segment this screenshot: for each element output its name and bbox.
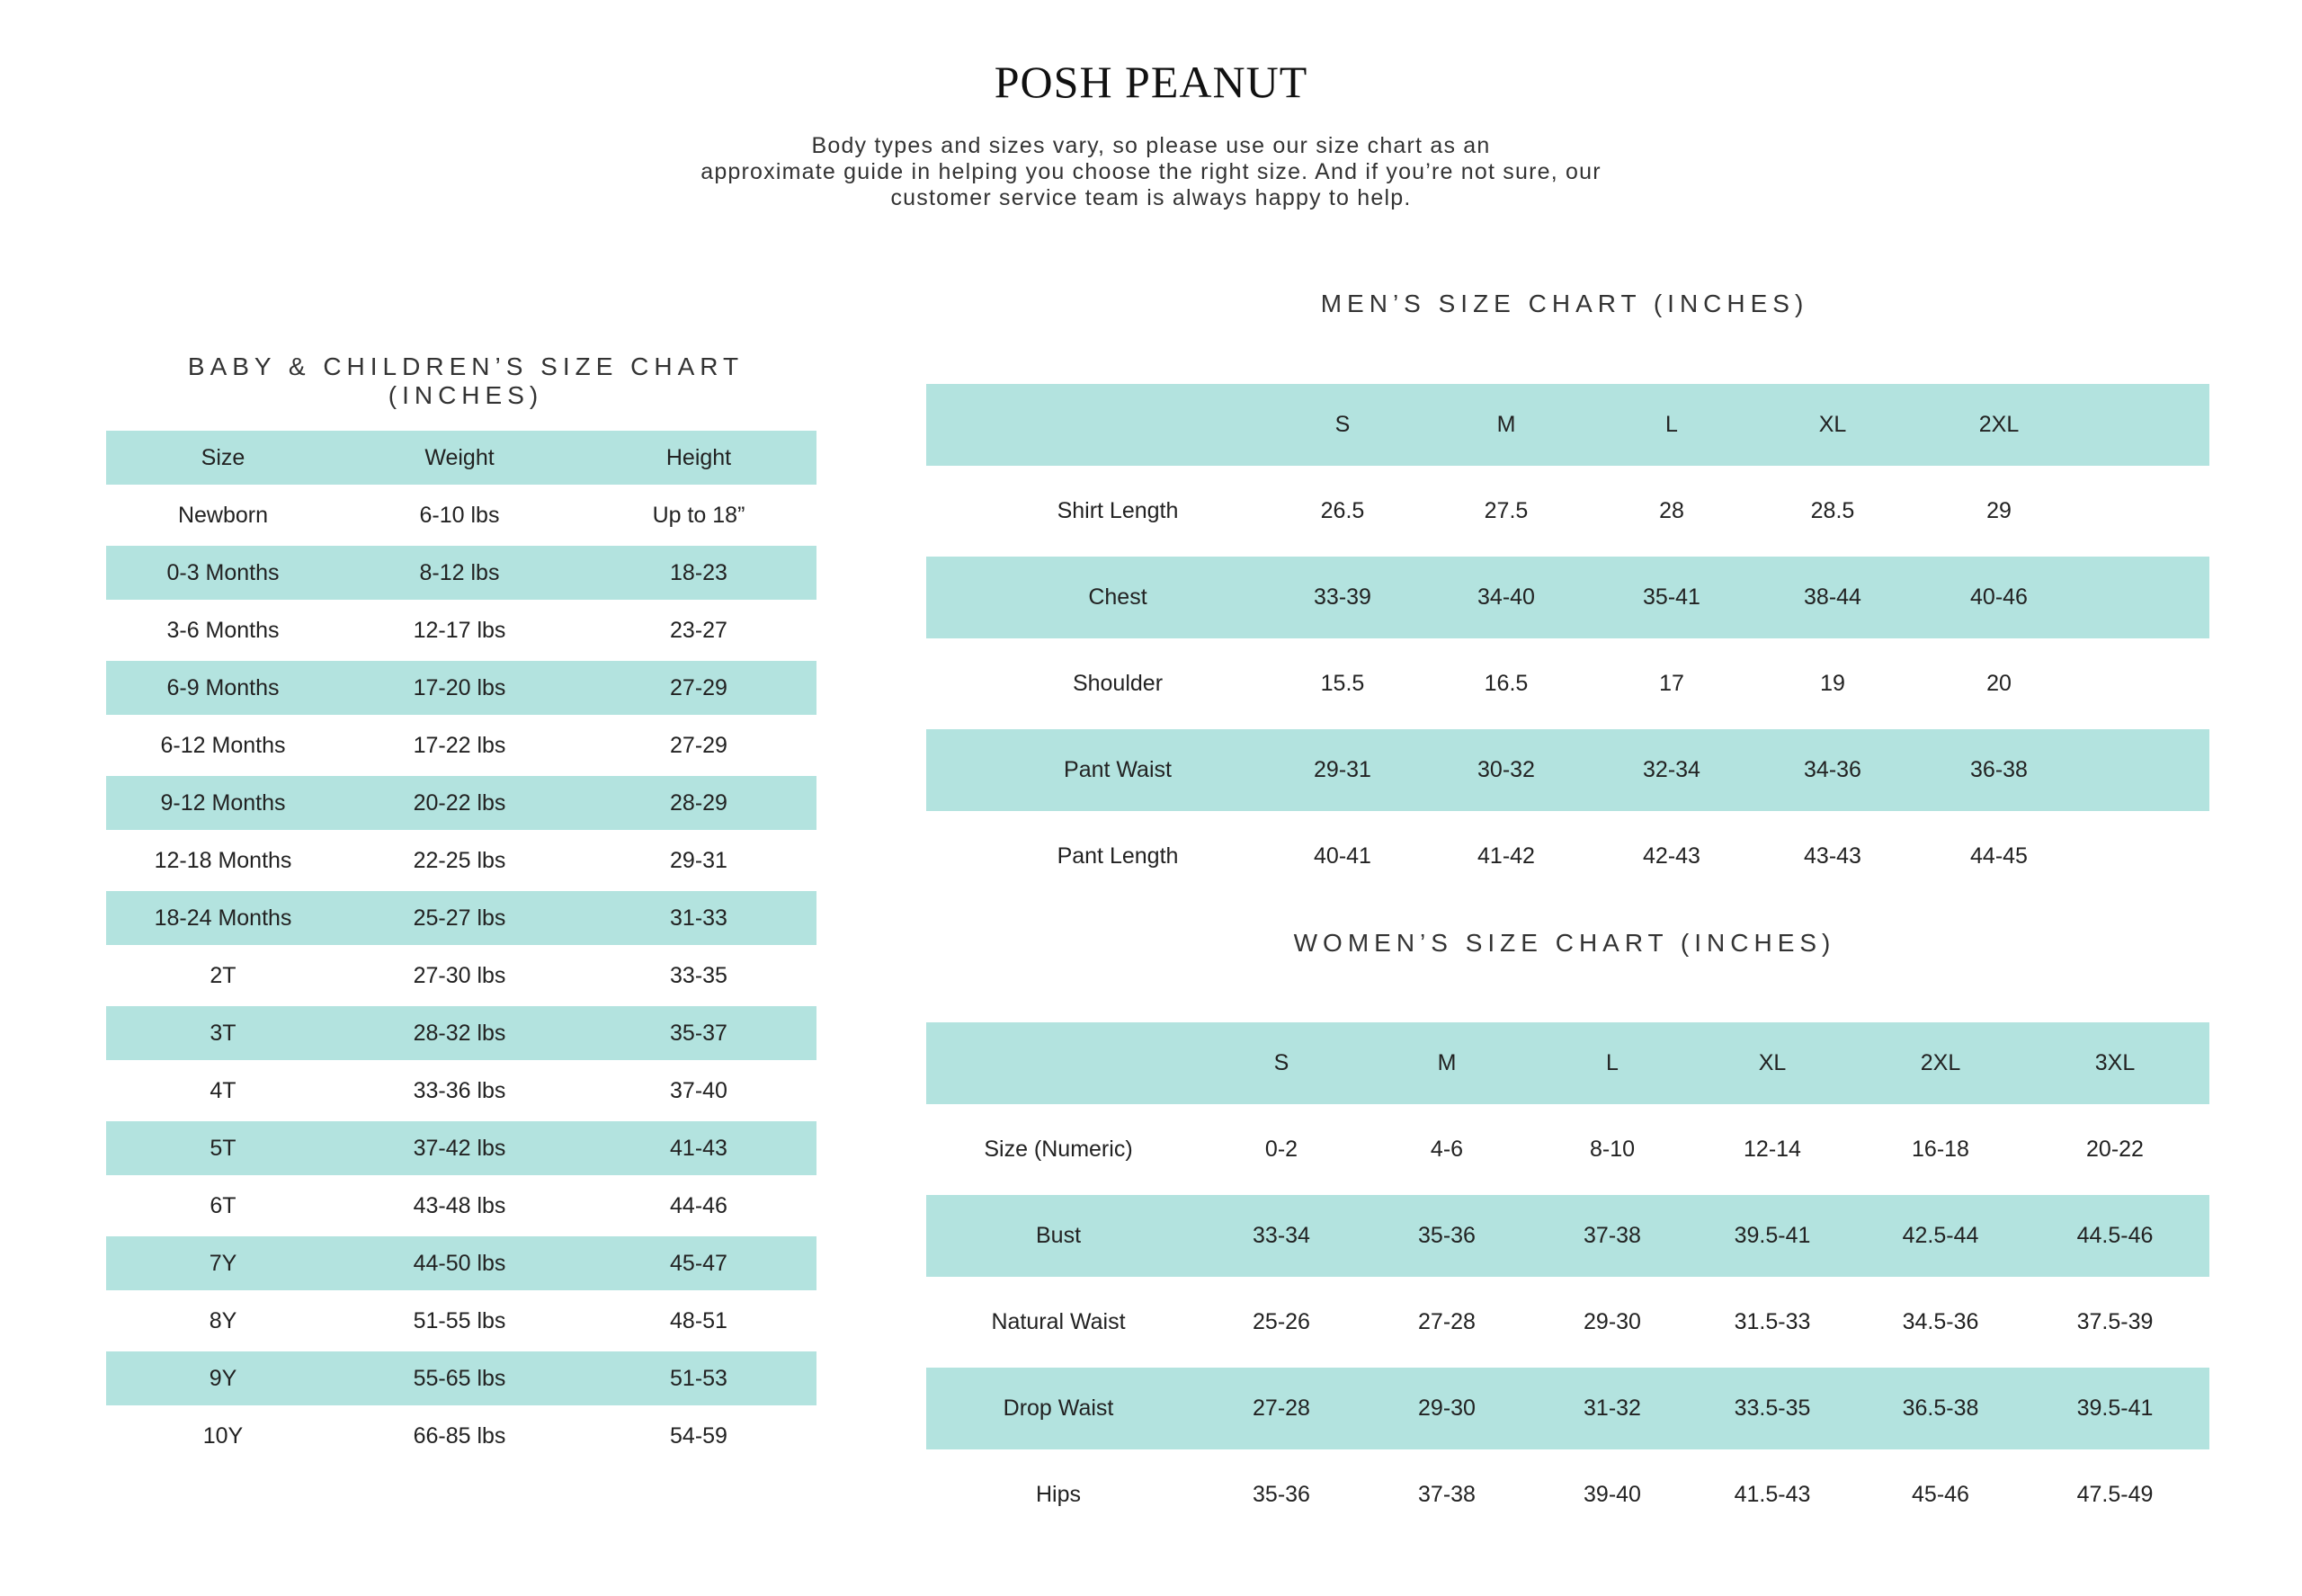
table-cell: 30-32 [1477, 757, 1535, 782]
row-label: 6T [210, 1192, 236, 1218]
table-cell: 55-65 lbs [413, 1365, 506, 1391]
table-cell: 40-46 [1970, 584, 2028, 610]
table-cell: 28-32 lbs [413, 1020, 506, 1046]
table-cell: 4-6 [1430, 1137, 1464, 1162]
row-label: 9-12 Months [160, 789, 286, 816]
table-header-row [106, 431, 816, 485]
table-cell: 16.5 [1484, 671, 1529, 696]
table-cell: 43-48 lbs [413, 1192, 506, 1218]
table-cell: 36.5-38 [1902, 1395, 1979, 1421]
table-cell: 27-30 lbs [413, 962, 506, 988]
column-header: Size [201, 444, 245, 470]
table-cell: 17-20 lbs [413, 674, 506, 700]
table-row [926, 1454, 2209, 1536]
table-row [106, 1409, 816, 1463]
table-cell: 35-37 [670, 1020, 727, 1046]
row-label: Newborn [177, 502, 269, 528]
table-header-row [926, 384, 2209, 466]
row-label: Shirt Length [1057, 498, 1179, 523]
row-label: 18-24 Months [154, 905, 292, 931]
table-cell: 33.5-35 [1734, 1395, 1811, 1421]
table-cell: 20-22 [2086, 1137, 2144, 1162]
row-label: 9Y [209, 1365, 237, 1391]
table-cell: 29-30 [1418, 1395, 1476, 1421]
table-cell: 40-41 [1314, 843, 1371, 869]
table-cell: 8-10 [1589, 1137, 1636, 1162]
row-label: 5T [210, 1135, 236, 1161]
table-cell: 37.5-39 [2076, 1309, 2154, 1334]
table-cell: 17-22 lbs [413, 732, 506, 758]
table-header-row [926, 1022, 2209, 1104]
table-cell: 44-45 [1970, 843, 2028, 869]
table-cell: 22-25 lbs [413, 847, 506, 873]
table-row [106, 546, 816, 600]
table-row [106, 488, 816, 542]
table-cell: 18-23 [670, 559, 727, 585]
column-header: S [1334, 412, 1351, 437]
intro-line: approximate guide in helping you choose the right size. And if you’re not sure, our [700, 159, 1602, 184]
table-cell: 23-27 [670, 617, 727, 643]
intro-text [611, 133, 1691, 211]
table-cell: Up to 18” [652, 502, 745, 528]
table-cell: 31-33 [670, 905, 727, 931]
table-row [106, 603, 816, 657]
table-cell: 35-36 [1253, 1482, 1310, 1507]
intro-line: customer service team is always happy to help. [890, 185, 1412, 210]
table-row [106, 1064, 816, 1118]
table-cell: 26.5 [1320, 498, 1365, 523]
row-label: 6-9 Months [166, 674, 280, 700]
column-header: S [1273, 1050, 1289, 1075]
table-cell: 37-40 [670, 1077, 727, 1103]
children-chart-title: BABY & CHILDREN’S SIZE CHART (INCHES) [187, 352, 745, 409]
column-header: M [1437, 1050, 1457, 1075]
table-row [106, 1121, 816, 1175]
table-cell: 37-38 [1584, 1223, 1641, 1248]
table-cell: 41.5-43 [1734, 1482, 1811, 1507]
table-cell: 51-55 lbs [413, 1307, 506, 1333]
table-cell: 39-40 [1584, 1482, 1641, 1507]
table-cell: 12-17 lbs [413, 617, 506, 643]
row-label: 10Y [202, 1422, 244, 1449]
table-cell: 34.5-36 [1902, 1309, 1979, 1334]
column-header: 2XL [1920, 1050, 1961, 1075]
row-label: Size (Numeric) [984, 1137, 1133, 1162]
table-row [106, 949, 816, 1003]
row-label: Natural Waist [991, 1309, 1126, 1334]
table-cell: 28 [1659, 498, 1684, 523]
table-cell: 43-43 [1804, 843, 1861, 869]
column-header: 3XL [2094, 1050, 2136, 1075]
row-label: 8Y [209, 1307, 237, 1333]
column-header: Weight [424, 444, 495, 470]
row-label: Pant Waist [1064, 757, 1172, 782]
table-row [106, 1006, 816, 1060]
intro-line: Body types and sizes vary, so please use our size chart as an [811, 133, 1491, 158]
table-cell: 12-14 [1744, 1137, 1801, 1162]
table-cell: 34-40 [1477, 584, 1535, 610]
children-size-table [106, 431, 816, 1463]
table-cell: 17 [1659, 671, 1684, 696]
table-cell: 37-42 lbs [413, 1135, 506, 1161]
table-cell: 27-28 [1418, 1309, 1476, 1334]
table-cell: 28-29 [670, 789, 727, 816]
table-cell: 20-22 lbs [413, 789, 506, 816]
row-label: 2T [210, 962, 236, 988]
table-cell: 31.5-33 [1734, 1309, 1811, 1334]
row-label: Hips [1035, 1482, 1081, 1507]
table-cell: 45-47 [670, 1250, 727, 1276]
table-cell: 31-32 [1584, 1395, 1641, 1421]
column-header: XL [1818, 412, 1847, 437]
table-cell: 33-36 lbs [413, 1077, 506, 1103]
column-header: L [1606, 1050, 1619, 1075]
table-row [926, 1195, 2209, 1277]
row-label: 0-3 Months [166, 559, 280, 585]
table-cell: 41-43 [670, 1135, 727, 1161]
table-cell: 32-34 [1643, 757, 1700, 782]
table-cell: 36-38 [1970, 757, 2028, 782]
column-header: XL [1758, 1050, 1787, 1075]
row-label: Chest [1088, 584, 1147, 610]
table-cell: 29 [1986, 498, 2012, 523]
table-cell: 28.5 [1810, 498, 1855, 523]
table-cell: 27.5 [1484, 498, 1529, 523]
column-header: M [1496, 412, 1516, 437]
row-label: 4T [210, 1077, 236, 1103]
table-cell: 15.5 [1320, 671, 1365, 696]
table-cell: 27-28 [1253, 1395, 1310, 1421]
table-row [926, 643, 2209, 725]
table-cell: 42-43 [1643, 843, 1700, 869]
table-row [926, 729, 2209, 811]
table-cell: 27-29 [670, 674, 727, 700]
table-row [106, 1294, 816, 1348]
table-cell: 45-46 [1912, 1482, 1969, 1507]
table-cell: 34-36 [1804, 757, 1861, 782]
row-label: 6-12 Months [160, 732, 286, 758]
mens-size-table [926, 384, 2209, 897]
column-header: Height [665, 444, 732, 470]
table-cell: 66-85 lbs [413, 1422, 506, 1449]
table-row [926, 816, 2209, 897]
table-cell: 39.5-41 [1734, 1223, 1811, 1248]
table-row [106, 891, 816, 945]
row-label: Pant Length [1057, 843, 1179, 869]
table-cell: 33-35 [670, 962, 727, 988]
table-cell: 41-42 [1477, 843, 1535, 869]
table-cell: 39.5-41 [2076, 1395, 2154, 1421]
brand-logo: POSH PEANUT [994, 57, 1308, 107]
row-label: 12-18 Months [154, 847, 292, 873]
table-cell: 48-51 [670, 1307, 727, 1333]
table-cell: 0-2 [1264, 1137, 1298, 1162]
table-cell: 29-30 [1584, 1309, 1641, 1334]
table-cell: 27-29 [670, 732, 727, 758]
table-cell: 8-12 lbs [419, 559, 500, 585]
row-label: Bust [1035, 1223, 1082, 1248]
table-cell: 29-31 [670, 847, 727, 873]
column-header: L [1665, 412, 1678, 437]
table-cell: 42.5-44 [1902, 1223, 1979, 1248]
table-cell: 33-39 [1314, 584, 1371, 610]
table-row [926, 1368, 2209, 1449]
row-label: 3-6 Months [166, 617, 280, 643]
table-cell: 54-59 [670, 1422, 727, 1449]
womens-size-table [926, 1022, 2209, 1536]
column-header: 2XL [1978, 412, 2020, 437]
row-label: Shoulder [1072, 671, 1164, 696]
table-row [926, 470, 2209, 552]
table-cell: 44-46 [670, 1192, 727, 1218]
womens-chart-title: WOMEN’S SIZE CHART (INCHES) [1293, 929, 1836, 957]
table-cell: 47.5-49 [2076, 1482, 2154, 1507]
table-cell: 35-41 [1643, 584, 1700, 610]
row-label: Drop Waist [1003, 1395, 1114, 1421]
table-row [106, 1236, 816, 1290]
table-cell: 51-53 [670, 1365, 727, 1391]
table-row [926, 557, 2209, 638]
table-row [106, 834, 816, 887]
table-cell: 44-50 lbs [413, 1250, 506, 1276]
table-cell: 37-38 [1418, 1482, 1476, 1507]
table-cell: 20 [1986, 671, 2012, 696]
table-cell: 16-18 [1912, 1137, 1969, 1162]
table-cell: 35-36 [1418, 1223, 1476, 1248]
table-cell: 19 [1820, 671, 1845, 696]
table-cell: 33-34 [1253, 1223, 1310, 1248]
table-row [106, 1351, 816, 1405]
row-label: 3T [210, 1020, 236, 1046]
table-row [106, 776, 816, 830]
table-cell: 25-26 [1253, 1309, 1310, 1334]
table-row [106, 718, 816, 772]
table-row [926, 1281, 2209, 1363]
table-cell: 29-31 [1314, 757, 1371, 782]
table-cell: 25-27 lbs [413, 905, 506, 931]
table-row [106, 1179, 816, 1233]
table-cell: 6-10 lbs [419, 502, 500, 528]
table-row [926, 1109, 2209, 1190]
row-label: 7Y [209, 1250, 237, 1276]
table-cell: 44.5-46 [2076, 1223, 2154, 1248]
table-cell: 38-44 [1804, 584, 1861, 610]
mens-chart-title: MEN’S SIZE CHART (INCHES) [1320, 290, 1809, 317]
table-row [106, 661, 816, 715]
